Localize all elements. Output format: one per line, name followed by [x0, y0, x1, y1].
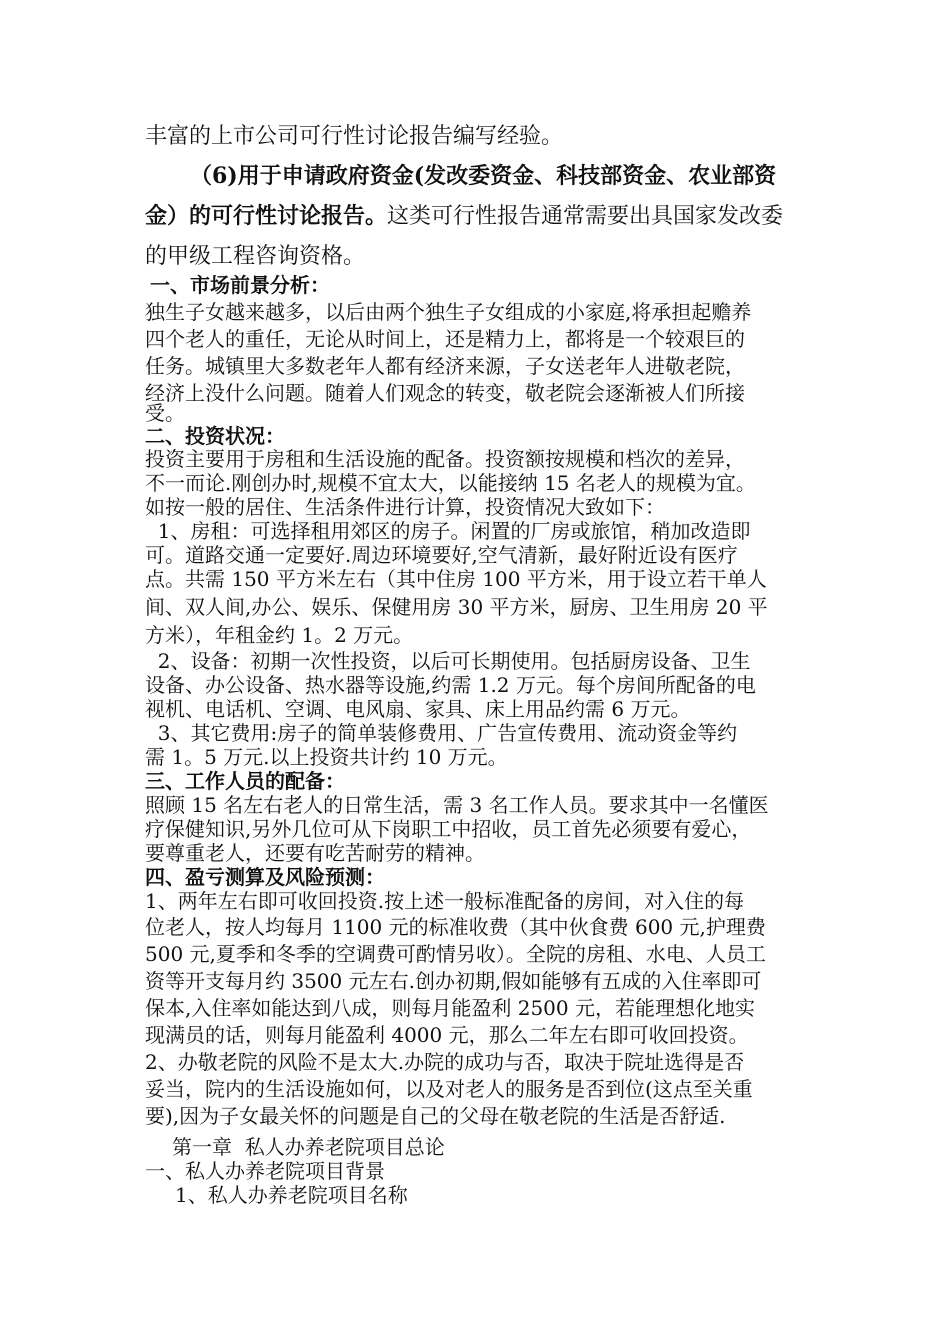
- section-3-heading: 三、工作人员的配备：: [145, 769, 345, 793]
- section-2-line: 间、双人间,办公、娱乐、保健用房 30 平方米，厨房、卫生用房 20 平: [145, 595, 768, 619]
- section-4-line: 位老人，按人均每月 1100 元的标准收费（其中伙食费 600 元,护理费: [145, 915, 766, 939]
- section-4-line: 现满员的话，则每月能盈利 4000 元，那么二年左右即可收回投资。: [145, 1023, 749, 1047]
- section-2-line: 视机、电话机、空调、电风扇、家具、床上用品约需 6 万元。: [145, 697, 691, 721]
- intro-line-4: 的甲级工程咨询资格。: [145, 244, 366, 269]
- chapter-item: 1、私人办养老院项目名称: [175, 1183, 408, 1207]
- section-1-line: 经济上没什么问题。随着人们观念的转变，敬老院会逐渐被人们所接: [145, 381, 745, 405]
- section-2-line: 可。道路交通一定要好.周边环境要好,空气清新，最好附近设有医疗: [145, 543, 738, 567]
- section-4-line: 要),因为子女最关怀的问题是自己的父母在敬老院的生活是否舒适.: [145, 1104, 726, 1128]
- section-2-line: 1、房租：可选择租用郊区的房子。闲置的厂房或旅馆，稍加改造即: [145, 519, 751, 543]
- section-4-line: 500 元,夏季和冬季的空调费可酌情另收）。全院的房租、水电、人员工: [145, 942, 766, 966]
- section-4-line: 妥当，院内的生活设施如何，以及对老人的服务是否到位(这点至关重: [145, 1077, 753, 1101]
- section-1-line: 独生子女越来越多，以后由两个独生子女组成的小家庭,将承担起赡养: [145, 300, 752, 324]
- section-2-line: 点。共需 150 平方米左右（其中住房 100 平方米，用于设立若干单人: [145, 567, 767, 591]
- section-2-line: 如按一般的居住、生活条件进行计算，投资情况大致如下：: [145, 495, 665, 519]
- intro-line-3: [145, 203, 783, 230]
- intro-line-1: 丰富的上市公司可行性讨论报告编写经验。: [145, 124, 564, 149]
- chapter-section-heading: 一、私人办养老院项目背景: [145, 1159, 385, 1183]
- section-4-line: 资等开支每月约 3500 元左右.创办初期,假如能够有五成的入住率即可: [145, 969, 762, 993]
- section-4-line: 保本,入住率如能达到八成，则每月能盈利 2500 元，若能理想化地实: [145, 996, 755, 1020]
- section-1-heading: 一、市场前景分析：: [150, 273, 330, 297]
- section-2-line: 设备、办公设备、热水器等设施,约需 1.2 万元。每个房间所配备的电: [145, 673, 756, 697]
- section-4-line: 1、两年左右即可收回投资.按上述一般标准配备的房间，对入住的每: [145, 889, 745, 913]
- section-1-line: 受。: [145, 401, 185, 425]
- section-3-line: 要尊重老人，还要有吃苦耐劳的精神。: [145, 841, 485, 865]
- section-2-line: 需 1。5 万元.以上投资共计约 10 万元。: [145, 745, 508, 769]
- section-2-line: 2、设备：初期一次性投资，以后可长期使用。包括厨房设备、卫生: [145, 649, 751, 673]
- section-3-line: 照顾 15 名左右老人的日常生活，需 3 名工作人员。要求其中一名懂医: [145, 793, 769, 817]
- section-2-line: 方米），年租金约 1。2 万元。: [145, 623, 414, 647]
- section-2-heading: 二、投资状况：: [145, 424, 285, 448]
- intro-line-3-rest: 这类可行性报告通常需要出具国家发改委: [387, 204, 784, 229]
- section-4-line: 2、办敬老院的风险不是太大.办院的成功与否，取决于院址选得是否: [145, 1050, 745, 1074]
- intro-line-2: （6)用于申请政府资金(发改委资金、科技部资金、农业部资: [190, 163, 777, 189]
- section-2-line: 不一而论.刚创办时,规模不宜太大，以能接纳 15 名老人的规模为宜。: [145, 471, 756, 495]
- section-2-line: 投资主要用于房租和生活设施的配备。投资额按规模和档次的差异，: [145, 447, 745, 471]
- section-1-line: 任务。城镇里大多数老年人都有经济来源，子女送老年人进敬老院，: [145, 354, 745, 378]
- chapter-title: 第一章 私人办养老院项目总论: [172, 1135, 445, 1159]
- section-1-line: 四个老人的重任，无论从时间上，还是精力上，都将是一个较艰巨的: [145, 327, 745, 351]
- intro-line-3-bold: 金）的可行性讨论报告。: [145, 203, 388, 229]
- section-2-line: 3、其它费用:房子的简单装修费用、广告宣传费用、流动资金等约: [145, 721, 738, 745]
- section-4-heading: 四、盈亏测算及风险预测：: [145, 865, 385, 889]
- section-3-line: 疗保健知识,另外几位可从下岗职工中招收，员工首先必须要有爱心，: [145, 817, 752, 841]
